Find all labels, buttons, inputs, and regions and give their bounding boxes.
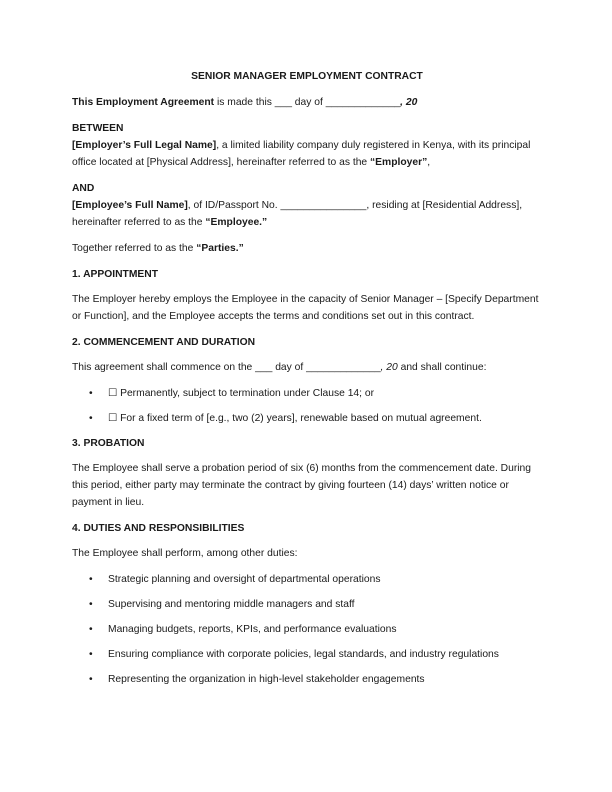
employer-term: “Employer” — [370, 157, 428, 168]
and-label: AND — [72, 183, 95, 194]
employer-paragraph: [Employer’s Full Legal Name], a limited liability company duly registered in Kenya, with its principal office located at [Physical Address], hereinafter referred to as the “Employer”, — [72, 140, 531, 168]
section-heading-appointment: 1. APPOINTMENT — [72, 269, 159, 280]
commencement-text: This agreement shall commence on the ___ day of _____________, 20 and shall continue: — [72, 362, 487, 373]
duration-options-list — [72, 385, 542, 427]
intro-mid: is made this ___ day of _____________ — [214, 97, 401, 108]
list-item: • Ensuring compliance with corporate policies, legal standards, and industry regulations — [72, 646, 542, 663]
parties-paragraph: Together referred to as the “Parties.” — [72, 243, 244, 254]
section-heading-probation: 3. PROBATION — [72, 438, 145, 449]
list-item: • ☐ For a fixed term of [e.g., two (2) years], renewable based on mutual agreement. — [72, 410, 542, 427]
list-item: • Strategic planning and oversight of departmental operations — [72, 571, 542, 588]
contract-page — [72, 68, 542, 696]
parties-term: “Parties.” — [196, 243, 244, 254]
employer-name: [Employer’s Full Legal Name] — [72, 140, 217, 151]
between-label: BETWEEN — [72, 123, 124, 134]
duties-intro: The Employee shall perform, among other duties: — [72, 548, 298, 559]
section-heading-duties: 4. DUTIES AND RESPONSIBILITIES — [72, 523, 245, 534]
intro-paragraph — [72, 94, 542, 111]
list-item: • Managing budgets, reports, KPIs, and performance evaluations — [72, 621, 542, 638]
probation-text: The Employee shall serve a probation period of six (6) months from the commencement date. During this period, either party may terminate the contract by giving fourteen (14) days’ written notice or payment in lieu. — [72, 463, 532, 508]
appointment-text: The Employer hereby employs the Employee in the capacity of Senior Manager – [Specify Department or Function], and the Employee accepts the terms and conditions set out in this contract. — [72, 294, 539, 322]
employee-paragraph — [72, 197, 542, 231]
employee-term: “Employee.” — [205, 217, 268, 228]
list-item: • Representing the organization in high-level stakeholder engagements — [72, 671, 542, 688]
employee-name: [Employee’s Full Name] — [72, 200, 188, 211]
duties-list — [72, 571, 542, 688]
employer-text: , a limited liability company duly registered in Kenya, with its principal office located at [Physical Address], hereinafter referred to as the — [72, 140, 531, 168]
document-title: SENIOR MANAGER EMPLOYMENT CONTRACT — [191, 71, 423, 82]
section-heading-commencement: 2. COMMENCEMENT AND DURATION — [72, 337, 256, 348]
list-item: • ☐ Permanently, subject to termination under Clause 14; or — [72, 385, 542, 402]
intro-year: , 20 — [400, 97, 418, 108]
list-item: • Supervising and mentoring middle managers and staff — [72, 596, 542, 613]
employee-text: , of ID/Passport No. _______________, residing at [Residential Address], hereinafter referred to as the — [72, 200, 523, 228]
intro-lead: This Employment Agreement — [72, 97, 215, 108]
